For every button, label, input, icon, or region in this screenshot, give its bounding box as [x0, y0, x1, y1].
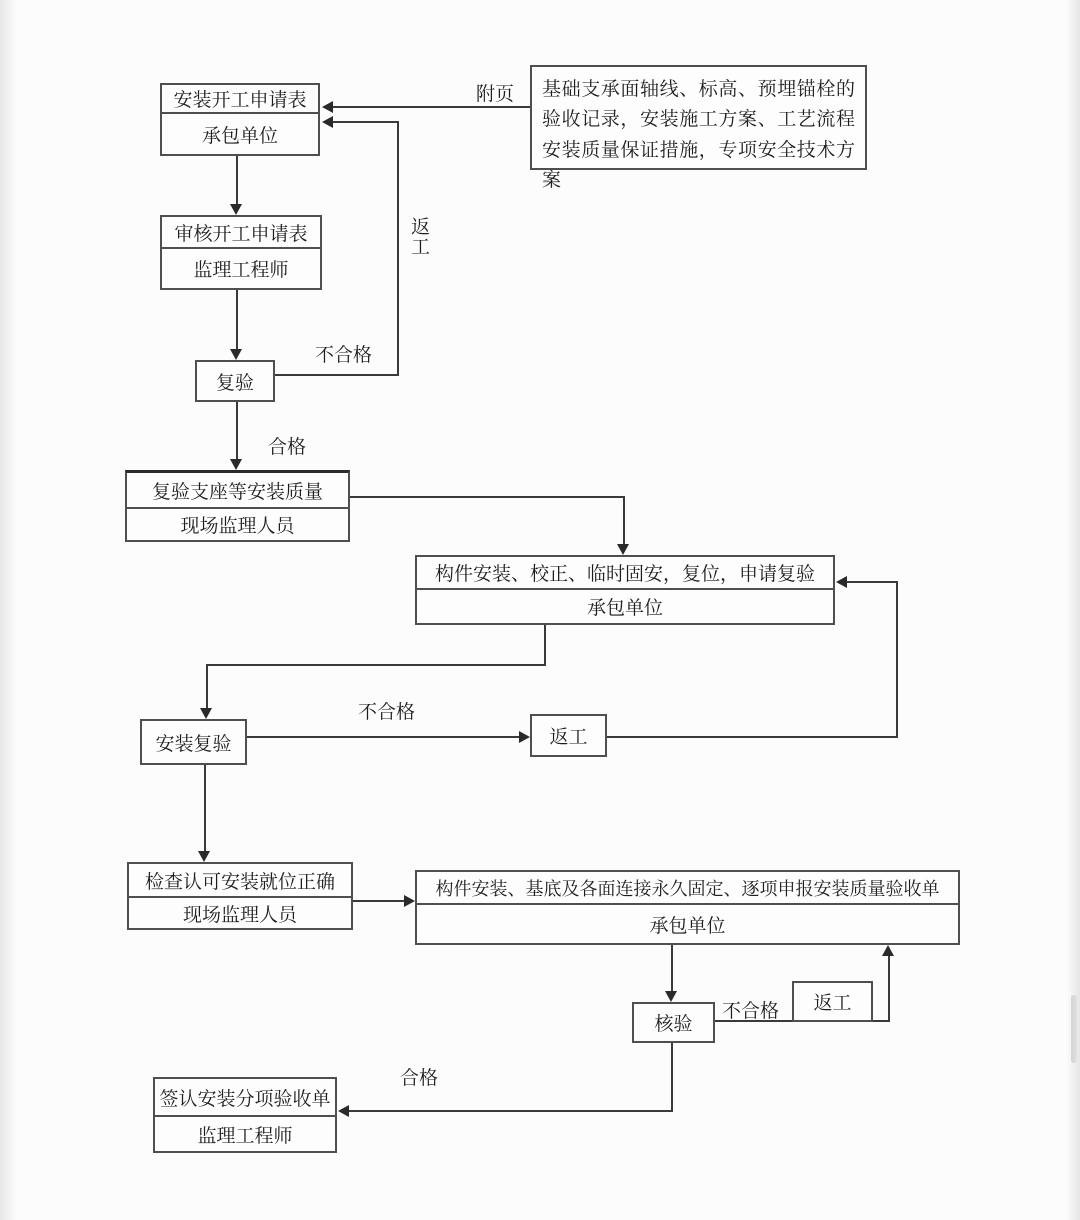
edge-label-pass-top: 合格 — [268, 436, 307, 458]
arrowhead-into-support-check — [230, 459, 242, 470]
node-install-start-application — [160, 83, 320, 156]
arrowhead-into-install-recheck — [200, 708, 212, 719]
node-position-check-title: 检查认可安装就位正确 — [144, 870, 335, 893]
node-permanent-fix-title: 构件安装、基底及各面连接永久固定、逐项申报安装质量验收单 — [435, 878, 940, 900]
node-position-check-owner: 现场监理人员 — [129, 896, 351, 928]
edge-to-position-check — [204, 765, 206, 852]
edge-verify-fail-v — [888, 956, 890, 1022]
edge-reworkmid-right — [607, 736, 898, 738]
scrollbar-thumb[interactable] — [1071, 995, 1077, 1063]
node-verify-label: 核验 — [654, 1013, 693, 1035]
arrowhead-into-install — [617, 544, 629, 555]
edge-recheck-pass — [236, 402, 238, 460]
node-install-recheck — [140, 719, 247, 765]
edge-reworkmid-back — [847, 581, 898, 583]
edge-label-fail-top: 不合格 — [315, 344, 373, 366]
node-support-quality-check-title: 复验支座等安装质量 — [151, 480, 323, 503]
node-install-recheck-label: 安装复验 — [155, 732, 232, 755]
node-install-start-application-owner: 承包单位 — [162, 112, 318, 154]
node-support-quality-check-owner: 现场监理人员 — [127, 507, 348, 540]
node-review-application-owner: 监理工程师 — [162, 247, 320, 288]
edge-fix-to-verify — [671, 945, 673, 992]
node-sign-acceptance-title: 签认安装分项验收单 — [159, 1087, 331, 1110]
node-recheck — [195, 360, 275, 402]
edge-rework-horizontal-top — [333, 121, 398, 123]
node-install-start-application-title: 安装开工申请表 — [173, 89, 307, 111]
edge-verify-pass-h — [349, 1110, 673, 1112]
node-component-install-owner: 承包单位 — [417, 588, 833, 623]
node-rework-bottom — [792, 981, 873, 1022]
node-rework-bottom-label: 返工 — [813, 992, 852, 1014]
arrowhead-into-apply-top — [322, 101, 333, 113]
node-sign-acceptance — [153, 1077, 337, 1153]
node-permanent-fix-owner: 承包单位 — [417, 903, 958, 943]
edge-support-to-install-h — [350, 496, 625, 498]
arrowhead-into-fix-bottom — [882, 945, 894, 956]
edge-position-to-fix — [353, 900, 404, 902]
edge-support-to-install-v — [623, 496, 625, 545]
node-annex-note: 基础支承面轴线、标高、预埋锚栓的验收记录，安装施工方案、工艺流程安装质量保证措施，专项安全技术方案 — [530, 65, 867, 170]
node-recheck-label: 复验 — [215, 371, 254, 394]
edge-verify-pass-v — [671, 1043, 673, 1112]
node-component-install-title: 构件安装、校正、临时固安，复位，申请复验 — [434, 563, 815, 585]
node-support-quality-check — [125, 470, 350, 542]
node-rework-mid — [530, 714, 607, 757]
edge-reworkmid-up — [896, 582, 898, 738]
arrowhead-into-recheck — [230, 349, 242, 360]
edge-label-annex: 附页 — [476, 83, 515, 105]
edge-installrecheck-fail — [247, 736, 519, 738]
arrowhead-into-install-right — [836, 576, 847, 588]
edge-install-down2 — [206, 664, 208, 709]
edge-label-fail-bottom: 不合格 — [722, 1000, 780, 1022]
edge-install-left — [206, 664, 546, 666]
node-position-check — [127, 862, 353, 930]
edge-review-to-recheck — [236, 290, 238, 350]
node-sign-acceptance-owner: 监理工程师 — [155, 1115, 335, 1151]
edge-annex-to-apply — [333, 106, 530, 108]
arrowhead-into-review — [230, 204, 242, 215]
arrowhead-into-apply-bottom — [322, 116, 333, 128]
arrowhead-into-rework-mid — [519, 731, 530, 743]
edge-recheck-fail — [275, 374, 399, 376]
node-verify — [632, 1002, 715, 1043]
node-review-application — [160, 215, 322, 290]
arrowhead-into-verify — [665, 991, 677, 1002]
node-component-install — [415, 555, 835, 625]
edge-label-rework-vertical: 返工 — [410, 216, 430, 258]
arrowhead-into-sign — [338, 1105, 349, 1117]
node-review-application-title: 审核开工申请表 — [174, 222, 308, 245]
arrowhead-into-permanent-fix — [404, 895, 415, 907]
edge-label-fail-mid: 不合格 — [358, 701, 416, 723]
arrowhead-into-position-check — [198, 851, 210, 862]
edge-label-pass-bottom: 合格 — [400, 1067, 439, 1089]
edge-install-down — [544, 625, 546, 666]
node-permanent-fix — [415, 870, 960, 945]
edge-apply-to-review — [236, 156, 238, 206]
node-rework-mid-label: 返工 — [549, 726, 588, 748]
edge-rework-vertical — [397, 121, 399, 376]
